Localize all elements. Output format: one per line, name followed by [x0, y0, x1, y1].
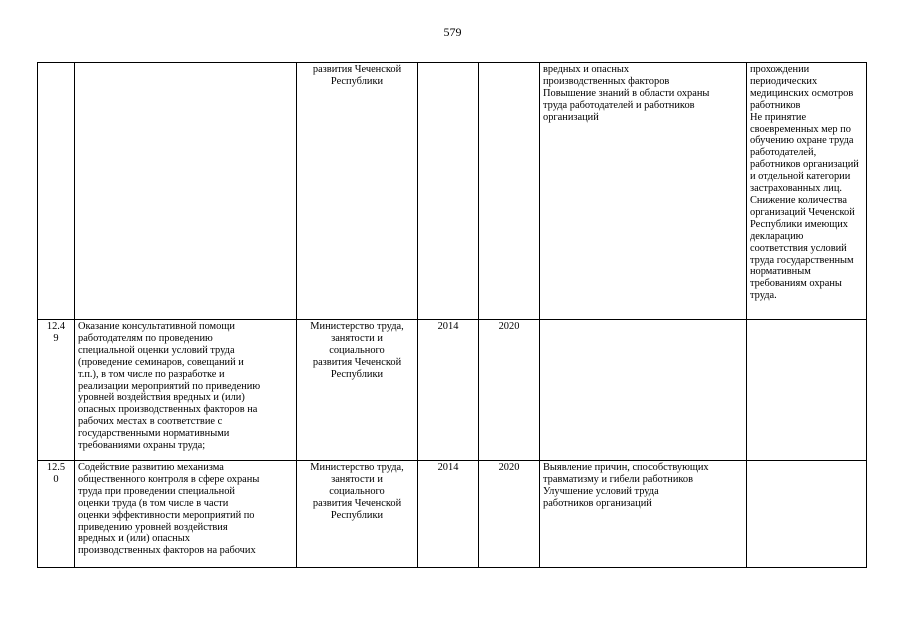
cell-text-line: оценки эффективности мероприятий по	[78, 509, 255, 521]
cell-text-line: специальной оценки условий труда	[78, 344, 235, 356]
cell-text-line: вредных и опасных	[543, 64, 630, 75]
cell-text-line: требованиям охраны	[750, 278, 842, 290]
cell-text-line: уровней воздействия вредных и (или)	[78, 392, 245, 404]
cell-text-line: своевременных мер по	[750, 123, 851, 135]
executor-cell	[297, 63, 418, 320]
end-year-cell: 2020	[479, 320, 540, 461]
item-number-cell	[38, 63, 75, 320]
cell-text-line: Республики	[330, 368, 384, 380]
consequences-cell	[747, 63, 867, 320]
end-year-cell	[479, 63, 540, 320]
consequences-cell	[747, 320, 867, 461]
cell-text-line: оценки труда (в том числе в части	[78, 497, 229, 509]
cell-text-line: общественного контроля в сфере охраны	[78, 473, 260, 485]
cell-text-line: нормативным	[750, 266, 811, 278]
measure-name-cell	[75, 461, 297, 568]
measures-table	[37, 62, 867, 568]
cell-text-line: 0	[53, 473, 59, 485]
cell-text-line: периодических	[750, 75, 818, 87]
cell-text-line: Республики	[330, 509, 384, 521]
item-number-cell	[38, 320, 75, 461]
cell-text-line: работодателям по проведению	[78, 332, 213, 344]
cell-text-line: производственных факторов на рабочих	[78, 545, 256, 557]
cell-text-line: занятости и	[331, 473, 383, 485]
cell-text-line: Республики	[330, 75, 384, 87]
consequences-cell	[747, 461, 867, 568]
cell-text-line: прохождении	[750, 64, 810, 75]
cell-text-line: Не принятие	[750, 111, 807, 123]
start-year-cell: 2014	[418, 461, 479, 568]
measure-name-cell	[75, 63, 297, 320]
cell-text-line: вредных и (или) опасных	[78, 533, 190, 545]
measure-name-cell	[75, 320, 297, 461]
cell-text-line: развития Чеченской	[312, 64, 402, 75]
cell-text-line: Повышение знаний в области охраны	[543, 87, 710, 99]
cell-text-line: травматизму и гибели работников	[543, 473, 693, 485]
start-year-cell	[418, 63, 479, 320]
cell-text-line: работников	[750, 99, 801, 111]
executor-cell	[297, 461, 418, 568]
cell-text-line: труда при проведении специальной	[78, 485, 235, 497]
table-body	[38, 63, 867, 568]
cell-text-line: Республики имеющих	[750, 218, 848, 230]
cell-text-line: 9	[53, 332, 59, 344]
cell-text-line: труда государственным	[750, 254, 854, 266]
end-year-cell: 2020	[479, 461, 540, 568]
cell-text-line: развития Чеченской	[312, 356, 402, 368]
cell-text-line: занятости и	[331, 332, 383, 344]
cell-text-line: медицинских осмотров	[750, 87, 854, 99]
cell-text-line: требованиями охраны труда;	[78, 440, 206, 452]
start-year-cell: 2014	[418, 320, 479, 461]
page-number: 579	[443, 25, 462, 39]
cell-text-line: государственными нормативными	[78, 428, 230, 440]
cell-text-line: социального	[329, 344, 385, 356]
cell-text-line: Улучшение условий труда	[543, 485, 659, 497]
cell-text-line: декларацию	[750, 230, 804, 242]
cell-text-line: Содействие развитию механизма	[78, 462, 224, 473]
cell-text-line: и отдельной категории	[750, 171, 851, 183]
cell-text-line: реализации мероприятий по приведению	[78, 380, 261, 392]
cell-text-line: опасных производственных факторов на	[78, 404, 258, 416]
executor-cell	[297, 320, 418, 461]
cell-text-line: Министерство труда,	[310, 321, 404, 332]
cell-text-line: производственных факторов	[543, 75, 670, 87]
cell-text-line: 12.4	[46, 321, 66, 332]
table-row	[38, 320, 867, 461]
cell-text-line: Оказание консультативной помощи	[78, 321, 235, 332]
cell-text-line: застрахованных лиц.	[750, 183, 842, 195]
cell-text-line: труда.	[750, 290, 777, 302]
cell-text-line: работников организаций	[750, 159, 859, 171]
cell-text-line: работников организаций	[543, 497, 652, 509]
cell-text-line: развития Чеченской	[312, 497, 402, 509]
cell-text-line: 12.5	[46, 462, 66, 473]
cell-text-line: Выявление причин, способствующих	[543, 462, 709, 473]
cell-text-line: Снижение количества	[750, 194, 847, 206]
cell-text-line: организаций Чеченской	[750, 206, 855, 218]
cell-text-line: (проведение семинаров, совещаний и	[78, 356, 244, 368]
cell-text-line: Министерство труда,	[310, 462, 404, 473]
expected-result-cell	[540, 320, 747, 461]
table-row	[38, 461, 867, 568]
cell-text-line: т.п.), в том числе по разработке и	[78, 368, 225, 380]
cell-text-line: труда работодателей и работников	[543, 99, 695, 111]
item-number-cell	[38, 461, 75, 568]
table-row	[38, 63, 867, 320]
cell-text-line: работодателей,	[750, 147, 817, 159]
cell-text-line: рабочих местах в соответствие с	[78, 416, 223, 428]
cell-text-line: организаций	[543, 111, 599, 123]
cell-text-line: соответствия условий	[750, 242, 847, 254]
expected-result-cell	[540, 63, 747, 320]
cell-text-line: социального	[329, 485, 385, 497]
cell-text-line: обучению охране труда	[750, 135, 854, 147]
expected-result-cell	[540, 461, 747, 568]
cell-text-line: приведению уровней воздействия	[78, 521, 228, 533]
